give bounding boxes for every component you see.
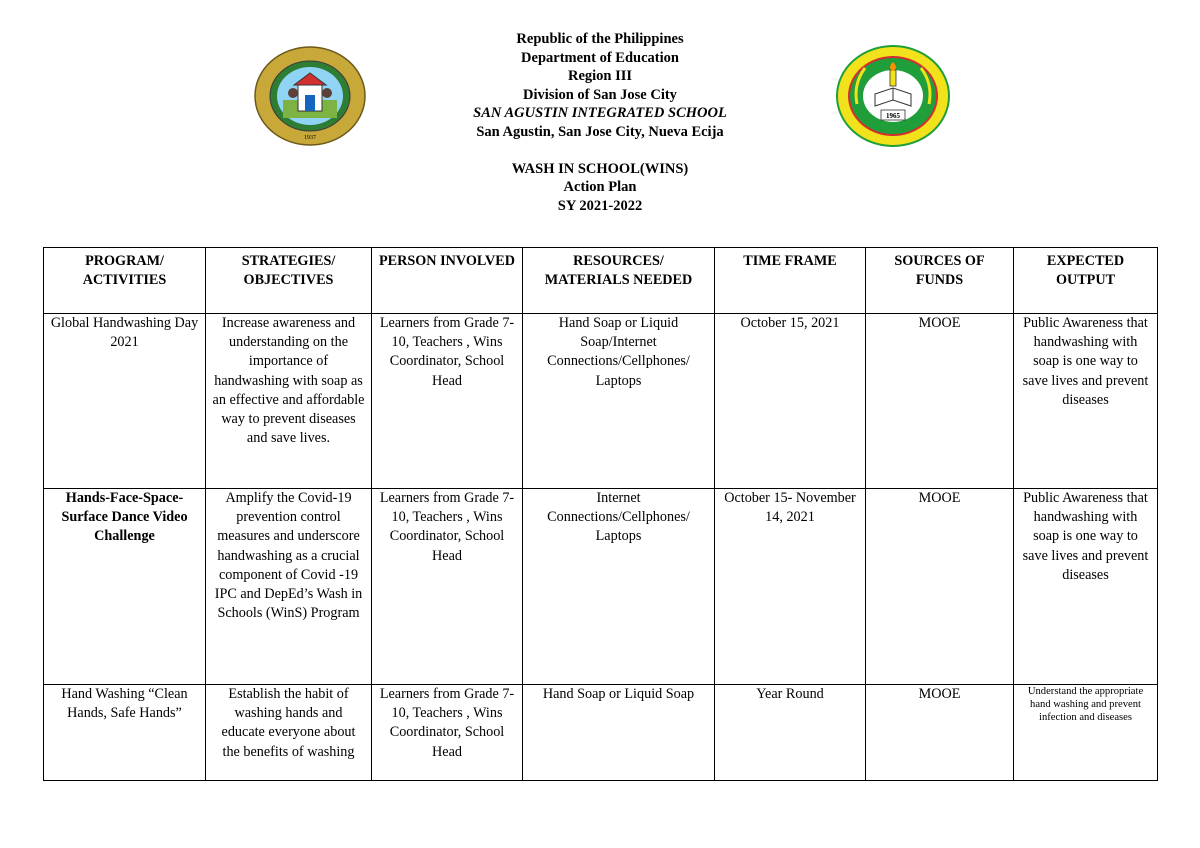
cell-program: Hand Washing “Clean Hands, Safe Hands” <box>44 685 206 781</box>
cell-time-frame: October 15- November 14, 2021 <box>715 489 866 685</box>
column-header-strategies: STRATEGIES/ OBJECTIVES <box>206 248 372 314</box>
republic-line: Republic of the Philippines <box>516 31 684 47</box>
cell-funds: MOOE <box>866 685 1014 781</box>
cell-strategy: Amplify the Covid-19 prevention control measures and underscore handwashing as a crucial component of Covid -19 IPC and DepEd’s Wash in Schools (WinS) Program <box>206 489 372 685</box>
table-row <box>44 489 1158 685</box>
cell-funds: MOOE <box>866 314 1014 489</box>
cell-persons: Learners from Grade 7-10, Teachers , Wins Coordinator, School Head <box>372 489 523 685</box>
cell-output: Understand the appropriate hand washing and prevent infection and diseases <box>1014 685 1158 781</box>
table-row <box>44 314 1158 489</box>
cell-time-frame: Year Round <box>715 685 866 781</box>
cell-strategy: Establish the habit of washing hands and educate everyone about the benefits of washing <box>206 685 372 781</box>
document-header <box>400 30 800 215</box>
column-header-person: PERSON INVOLVED <box>372 248 523 314</box>
cell-resources: Hand Soap or Liquid Soap <box>523 685 715 781</box>
cell-persons: Learners from Grade 7-10, Teachers , Wins Coordinator, School Head <box>372 314 523 489</box>
school-year: SY 2021-2022 <box>557 197 643 214</box>
table-row <box>44 685 1158 781</box>
cell-strategy: Increase awareness and understanding on the importance of handwashing with soap as an effective and affordable way to prevent diseases and save lives. <box>206 314 372 489</box>
document-type: Action Plan <box>563 179 637 196</box>
svg-text:1965: 1965 <box>886 112 900 120</box>
column-header-funds: SOURCES OF FUNDS <box>866 248 1014 314</box>
cell-resources: Hand Soap or Liquid Soap/Internet Connections/Cellphones/ Laptops <box>523 314 715 489</box>
deped-division-seal <box>253 45 367 147</box>
school-name: SAN AGUSTIN INTEGRATED SCHOOL <box>473 105 727 122</box>
svg-text:1937: 1937 <box>304 135 316 141</box>
cell-funds: MOOE <box>866 489 1014 685</box>
cell-program: Hands-Face-Space-Surface Dance Video Challenge <box>44 489 206 685</box>
region-line: Region III <box>567 68 633 85</box>
school-seal <box>835 44 951 148</box>
program-title: WASH IN SCHOOL(WINS) <box>511 160 689 177</box>
column-header-program: PROGRAM/ ACTIVITIES <box>44 248 206 314</box>
school-address: San Agustin, San Jose City, Nueva Ecija <box>476 123 724 140</box>
cell-persons: Learners from Grade 7-10, Teachers , Wins Coordinator, School Head <box>372 685 523 781</box>
action-plan-table <box>43 247 1158 781</box>
cell-output: Public Awareness that handwashing with soap is one way to save lives and prevent diseases <box>1014 314 1158 489</box>
column-header-resources: RESOURCES/ MATERIALS NEEDED <box>523 248 715 314</box>
cell-time-frame: October 15, 2021 <box>715 314 866 489</box>
column-header-output: EXPECTED OUTPUT <box>1014 248 1158 314</box>
division-line: Division of San Jose City <box>523 86 677 103</box>
column-header-time-frame: TIME FRAME <box>715 248 866 314</box>
department-line: Department of Education <box>521 49 679 66</box>
cell-resources: Internet Connections/Cellphones/ Laptops <box>523 489 715 685</box>
table-header-row <box>44 248 1158 314</box>
cell-output: Public Awareness that handwashing with soap is one way to save lives and prevent diseases <box>1014 489 1158 685</box>
cell-program: Global Handwashing Day 2021 <box>44 314 206 489</box>
